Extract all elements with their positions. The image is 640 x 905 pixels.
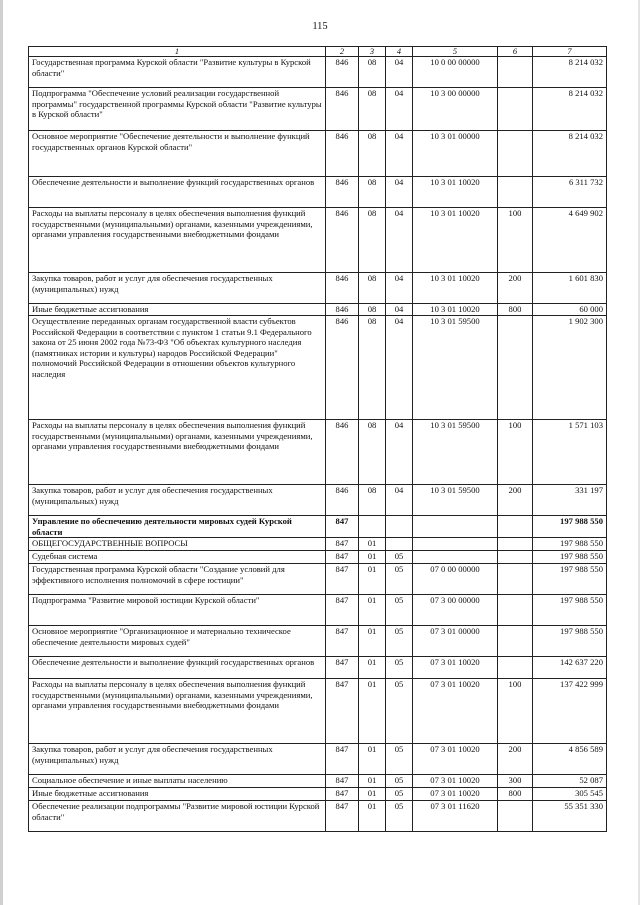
page-number: 115	[312, 21, 328, 32]
table-cell-name: Закупка товаров, работ и услуг для обеспечения государственных (муниципальных) нужд	[29, 273, 326, 304]
table-row	[29, 304, 607, 316]
table-cell-section: 01	[359, 788, 386, 801]
table-cell-subsection: 04	[386, 57, 413, 88]
table-cell-name: Расходы на выплаты персоналу в целях обеспечения выполнения функций государственными (муниципальными) органами, казенными учреждениями, органами управления государственными внебюджетными фондами	[29, 420, 326, 485]
table-cell-name: Расходы на выплаты персоналу в целях обеспечения выполнения функций государственными (муниципальными) органами, казенными учреждениями, органами управления государственными внебюджетными фондами	[29, 208, 326, 273]
table-row	[29, 208, 607, 273]
table-row	[29, 775, 607, 788]
table-cell-expense: 100	[498, 420, 533, 485]
table-row	[29, 420, 607, 485]
table-cell-subsection: 04	[386, 304, 413, 316]
table-row	[29, 551, 607, 564]
table-cell-subsection: 05	[386, 595, 413, 626]
table-row	[29, 657, 607, 679]
table-cell-section	[359, 516, 386, 538]
table-cell-amount: 1 571 103	[533, 420, 607, 485]
table-cell-expense	[498, 131, 533, 177]
col-header-subsection: 4	[386, 47, 413, 57]
table-row	[29, 273, 607, 304]
table-cell-amount: 8 214 032	[533, 57, 607, 88]
table-cell-target: 10 3 01 10020	[413, 208, 498, 273]
table-cell-expense	[498, 595, 533, 626]
table-cell-section: 08	[359, 273, 386, 304]
table-cell-name: Подпрограмма "Развитие мировой юстиции Курской области"	[29, 595, 326, 626]
table-cell-target	[413, 551, 498, 564]
table-cell-amount: 1 601 830	[533, 273, 607, 304]
table-cell-expense: 100	[498, 679, 533, 744]
table-cell-subsection: 04	[386, 208, 413, 273]
table-cell-target: 10 3 01 10020	[413, 177, 498, 208]
col-header-section: 3	[359, 47, 386, 57]
table-cell-code: 846	[326, 420, 359, 485]
table-cell-target: 10 0 00 00000	[413, 57, 498, 88]
scan-left-edge	[0, 0, 3, 905]
table-row	[29, 744, 607, 775]
table-cell-amount: 4 856 589	[533, 744, 607, 775]
table-cell-subsection: 04	[386, 88, 413, 131]
table-cell-amount: 1 902 300	[533, 316, 607, 420]
table-row	[29, 801, 607, 832]
table-cell-expense: 100	[498, 208, 533, 273]
table-cell-target: 07 3 01 10020	[413, 788, 498, 801]
table-cell-name: Государственная программа Курской области "Создание условий для эффективного исполнения полномочий в сфере юстиции"	[29, 564, 326, 595]
table-cell-subsection: 04	[386, 420, 413, 485]
table-cell-name: Государственная программа Курской области "Развитие культуры в Курской области"	[29, 57, 326, 88]
table-cell-amount: 4 649 902	[533, 208, 607, 273]
table-cell-name: Закупка товаров, работ и услуг для обеспечения государственных (муниципальных) нужд	[29, 485, 326, 516]
table-cell-section: 08	[359, 88, 386, 131]
table-cell-name: Иные бюджетные ассигнования	[29, 788, 326, 801]
table-cell-code: 846	[326, 177, 359, 208]
table-cell-target	[413, 538, 498, 551]
table-cell-subsection: 04	[386, 131, 413, 177]
table-cell-name: Осуществление переданных органам государственной власти субъектов Российской Федерации в соответствии с пунктом 1 статьи 9.1 Федерального закона от 25 июня 2002 года №73-ФЗ "Об объектах культурного наследия (памятниках истории и культуры) народов Российской Федерации" полномочий Российской Федерации в отношении объектов культурного наследия	[29, 316, 326, 420]
table-cell-code: 846	[326, 131, 359, 177]
table-cell-subsection: 05	[386, 744, 413, 775]
table-cell-subsection: 04	[386, 485, 413, 516]
table-cell-amount: 197 988 550	[533, 564, 607, 595]
table-cell-target	[413, 516, 498, 538]
table-cell-subsection	[386, 538, 413, 551]
table-cell-section: 08	[359, 131, 386, 177]
table-cell-expense	[498, 564, 533, 595]
budget-table	[28, 46, 607, 832]
table-row	[29, 57, 607, 88]
table-cell-target: 07 3 00 00000	[413, 595, 498, 626]
table-cell-amount: 305 545	[533, 788, 607, 801]
col-header-amount: 7	[533, 47, 607, 57]
table-cell-target: 10 3 01 10020	[413, 273, 498, 304]
table-cell-expense	[498, 551, 533, 564]
table-cell-subsection: 05	[386, 801, 413, 832]
table-cell-target: 07 3 01 10020	[413, 744, 498, 775]
table-cell-subsection: 05	[386, 679, 413, 744]
table-cell-expense	[498, 538, 533, 551]
table-cell-section: 08	[359, 316, 386, 420]
table-cell-target: 10 3 00 00000	[413, 88, 498, 131]
col-header-code: 2	[326, 47, 359, 57]
table-cell-expense	[498, 516, 533, 538]
table-cell-amount: 60 000	[533, 304, 607, 316]
table-cell-amount: 197 988 550	[533, 551, 607, 564]
table-cell-section: 08	[359, 177, 386, 208]
table-cell-expense: 200	[498, 744, 533, 775]
table-cell-subsection: 05	[386, 788, 413, 801]
table-cell-name: Обеспечение деятельности и выполнение функций государственных органов	[29, 177, 326, 208]
table-cell-target: 07 3 01 10020	[413, 679, 498, 744]
table-cell-expense: 300	[498, 775, 533, 788]
table-cell-expense	[498, 657, 533, 679]
table-row	[29, 516, 607, 538]
table-cell-subsection: 04	[386, 273, 413, 304]
table-row	[29, 679, 607, 744]
table-cell-amount: 197 988 550	[533, 516, 607, 538]
table-cell-section: 08	[359, 57, 386, 88]
table-row	[29, 595, 607, 626]
col-header-name: 1	[29, 47, 326, 57]
table-cell-name: Расходы на выплаты персоналу в целях обеспечения выполнения функций государственными (муниципальными) органами, казенными учреждениями, органами управления государственными внебюджетными фондами	[29, 679, 326, 744]
table-cell-section: 01	[359, 744, 386, 775]
table-cell-amount: 6 311 732	[533, 177, 607, 208]
table-cell-code: 847	[326, 538, 359, 551]
table-cell-amount: 197 988 550	[533, 595, 607, 626]
table-cell-section: 01	[359, 538, 386, 551]
table-cell-amount: 331 197	[533, 485, 607, 516]
table-cell-target: 10 3 01 59500	[413, 420, 498, 485]
table-cell-code: 847	[326, 564, 359, 595]
table-cell-target: 10 3 01 59500	[413, 316, 498, 420]
table-cell-expense	[498, 177, 533, 208]
table-cell-code: 847	[326, 595, 359, 626]
table-cell-code: 847	[326, 516, 359, 538]
table-row	[29, 177, 607, 208]
table-cell-amount: 197 988 550	[533, 538, 607, 551]
table-cell-name: Основное мероприятие "Обеспечение деятельности и выполнение функций государственных органов Курской области"	[29, 131, 326, 177]
table-cell-target: 07 3 01 11620	[413, 801, 498, 832]
table-cell-subsection	[386, 516, 413, 538]
table-cell-expense: 800	[498, 788, 533, 801]
table-cell-expense: 200	[498, 485, 533, 516]
table-cell-target: 07 0 00 00000	[413, 564, 498, 595]
table-cell-name: Основное мероприятие "Организационное и материально техническое обеспечение деятельности мировых судей"	[29, 626, 326, 657]
table-cell-name: Обеспечение реализации подпрограммы "Развитие мировой юстиции Курской области"	[29, 801, 326, 832]
table-cell-expense	[498, 801, 533, 832]
table-cell-expense	[498, 88, 533, 131]
table-cell-section: 01	[359, 801, 386, 832]
table-cell-section: 01	[359, 775, 386, 788]
table-cell-name: Социальное обеспечение и иные выплаты населению	[29, 775, 326, 788]
table-cell-subsection: 05	[386, 775, 413, 788]
table-cell-expense	[498, 57, 533, 88]
table-cell-amount: 8 214 032	[533, 88, 607, 131]
table-cell-code: 846	[326, 304, 359, 316]
table-cell-name: Управление по обеспечению деятельности мировых судей Курской области	[29, 516, 326, 538]
table-cell-target: 10 3 01 10020	[413, 304, 498, 316]
table-row	[29, 788, 607, 801]
table-row	[29, 564, 607, 595]
table-row	[29, 316, 607, 420]
table-cell-subsection: 05	[386, 564, 413, 595]
col-header-expense: 6	[498, 47, 533, 57]
table-cell-section: 01	[359, 679, 386, 744]
table-cell-code: 846	[326, 316, 359, 420]
table-cell-subsection: 04	[386, 316, 413, 420]
table-cell-code: 847	[326, 626, 359, 657]
col-header-target: 5	[413, 47, 498, 57]
table-cell-code: 846	[326, 485, 359, 516]
table-cell-code: 846	[326, 273, 359, 304]
table-cell-name: ОБЩЕГОСУДАРСТВЕННЫЕ ВОПРОСЫ	[29, 538, 326, 551]
table-cell-code: 847	[326, 775, 359, 788]
table-cell-amount: 55 351 330	[533, 801, 607, 832]
table-cell-target: 10 3 01 59500	[413, 485, 498, 516]
table-cell-expense	[498, 316, 533, 420]
table-cell-target: 07 3 01 10020	[413, 775, 498, 788]
table-cell-section: 01	[359, 551, 386, 564]
table-cell-target: 07 3 01 00000	[413, 626, 498, 657]
table-cell-name: Подпрограмма "Обеспечение условий реализации государственной программы" государственной программы Курской области "Развитие культуры в Курской области"	[29, 88, 326, 131]
table-cell-code: 847	[326, 657, 359, 679]
table-cell-code: 846	[326, 88, 359, 131]
table-cell-code: 846	[326, 57, 359, 88]
table-cell-section: 08	[359, 304, 386, 316]
table-cell-code: 847	[326, 679, 359, 744]
table-cell-subsection: 05	[386, 626, 413, 657]
table-row	[29, 626, 607, 657]
table-cell-amount: 137 422 999	[533, 679, 607, 744]
table-row	[29, 538, 607, 551]
table-row	[29, 485, 607, 516]
table-cell-code: 847	[326, 551, 359, 564]
table-cell-section: 01	[359, 564, 386, 595]
table-cell-subsection: 05	[386, 657, 413, 679]
header-row	[29, 47, 607, 57]
table-cell-name: Судебная система	[29, 551, 326, 564]
table-cell-subsection: 05	[386, 551, 413, 564]
table-cell-expense	[498, 626, 533, 657]
table-cell-section: 01	[359, 626, 386, 657]
table-cell-section: 08	[359, 420, 386, 485]
table-cell-amount: 8 214 032	[533, 131, 607, 177]
table-cell-amount: 142 637 220	[533, 657, 607, 679]
table-cell-code: 847	[326, 788, 359, 801]
table-cell-section: 08	[359, 208, 386, 273]
table-cell-amount: 197 988 550	[533, 626, 607, 657]
table-cell-section: 08	[359, 485, 386, 516]
table-cell-code: 847	[326, 744, 359, 775]
table-cell-subsection: 04	[386, 177, 413, 208]
table-cell-target: 07 3 01 10020	[413, 657, 498, 679]
table-cell-expense: 200	[498, 273, 533, 304]
table-cell-name: Обеспечение деятельности и выполнение функций государственных органов	[29, 657, 326, 679]
table-row	[29, 131, 607, 177]
table-cell-code: 846	[326, 208, 359, 273]
table-cell-section: 01	[359, 595, 386, 626]
table-cell-code: 847	[326, 801, 359, 832]
table-cell-name: Иные бюджетные ассигнования	[29, 304, 326, 316]
table-cell-expense: 800	[498, 304, 533, 316]
table-cell-amount: 52 087	[533, 775, 607, 788]
table-cell-target: 10 3 01 00000	[413, 131, 498, 177]
table-cell-section: 01	[359, 657, 386, 679]
table-cell-name: Закупка товаров, работ и услуг для обеспечения государственных (муниципальных) нужд	[29, 744, 326, 775]
table-row	[29, 88, 607, 131]
